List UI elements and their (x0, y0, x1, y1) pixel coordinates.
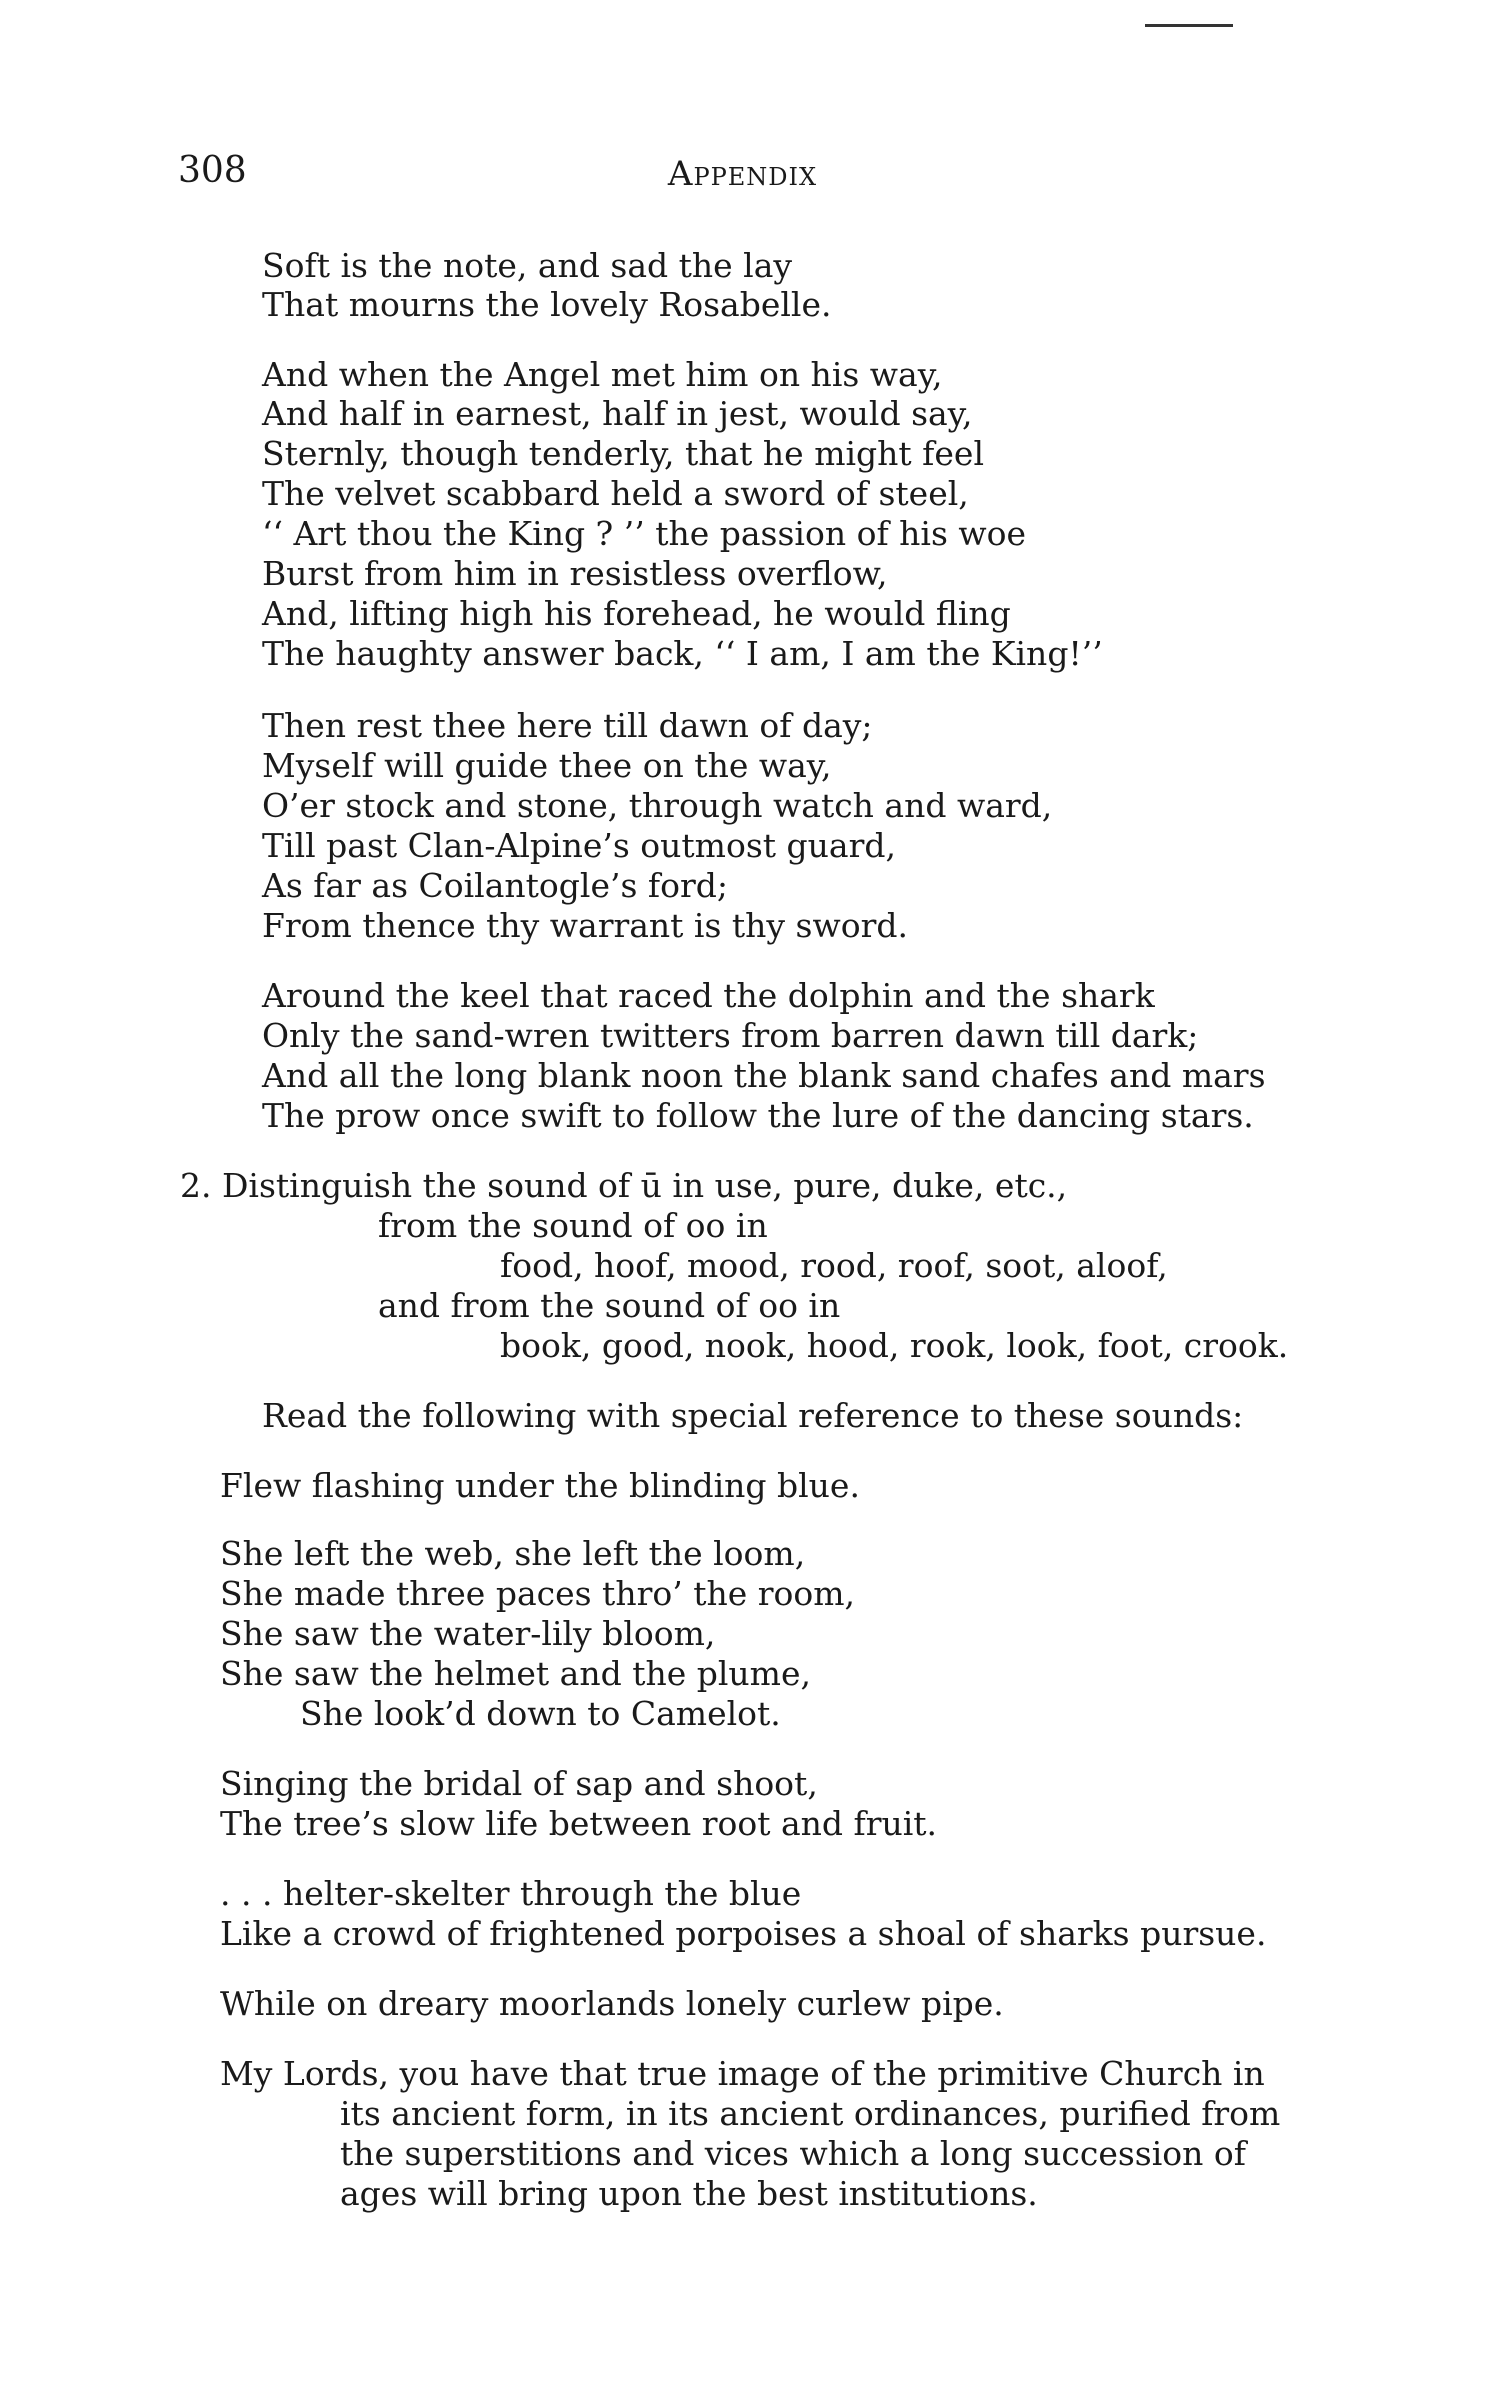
text-line: Till past Clan-Alpine’s outmost guard, (262, 826, 896, 865)
text-line: Burst from him in resistless overflow, (262, 554, 888, 593)
text-line: O’er stock and stone, through watch and ward, (262, 786, 1053, 825)
text-line: . . . helter-skelter through the blue (220, 1874, 802, 1913)
text-line: Flew flashing under the blinding blue. (220, 1466, 860, 1505)
page-number: 308 (178, 150, 247, 191)
text-line: That mourns the lovely Rosabelle. (262, 285, 832, 324)
text-line: Sternly, though tenderly, that he might feel (262, 434, 985, 473)
text-line: And all the long blank noon the blank sand chafes and mars (262, 1056, 1266, 1095)
text-line: She left the web, she left the loom, (220, 1534, 806, 1573)
text-line: She saw the water-lily bloom, (220, 1614, 716, 1653)
text-line: The haughty answer back, ‘‘ I am, I am the King!’’ (262, 634, 1103, 673)
text-line: ‘‘ Art thou the King ? ’’ the passion of his woe (262, 514, 1027, 553)
exercise-item: 2. Distinguish the sound of ū in use, pure, duke, etc., (180, 1166, 1068, 1205)
text-line: the superstitions and vices which a long succession of (340, 2134, 1246, 2173)
text-line: The prow once swift to follow the lure of the dancing stars. (262, 1096, 1254, 1135)
running-head: Appendix (667, 154, 818, 194)
text-line: Soft is the note, and sad the lay (262, 246, 793, 285)
text-line: As far as Coilantogle’s ford; (262, 866, 729, 905)
text-line: its ancient form, in its ancient ordinances, purified from (340, 2094, 1281, 2133)
top-rule (1145, 24, 1233, 27)
text-line: Like a crowd of frightened porpoises a shoal of sharks pursue. (220, 1914, 1267, 1953)
text-line: She look’d down to Camelot. (300, 1694, 781, 1733)
instruction-line: Read the following with special reference to these sounds: (262, 1396, 1244, 1435)
text-line: Then rest thee here till dawn of day; (262, 706, 873, 745)
text-line: While on dreary moorlands lonely curlew pipe. (220, 1984, 1004, 2023)
text-line: Singing the bridal of sap and shoot, (220, 1764, 818, 1803)
text-line: My Lords, you have that true image of the primitive Church in (220, 2054, 1265, 2093)
text-line: The velvet scabbard held a sword of steel, (262, 474, 969, 513)
text-line: and from the sound of oo in (378, 1286, 841, 1325)
word-list: food, hoof, mood, rood, roof, soot, aloof, (500, 1246, 1168, 1285)
text-line: from the sound of oo in (378, 1206, 768, 1245)
text-line: She saw the helmet and the plume, (220, 1654, 811, 1693)
text-line: ages will bring upon the best institutions. (340, 2174, 1038, 2213)
text-line: And when the Angel met him on his way, (262, 355, 943, 394)
text-line: And half in earnest, half in jest, would say, (262, 394, 973, 433)
text-line: And, lifting high his forehead, he would fling (262, 594, 1011, 633)
text-line: From thence thy warrant is thy sword. (262, 906, 908, 945)
text-line: Around the keel that raced the dolphin and the shark (262, 976, 1155, 1015)
text-line: Myself will guide thee on the way, (262, 746, 832, 785)
text-line: The tree’s slow life between root and fruit. (220, 1804, 938, 1843)
page-header (0, 150, 1485, 210)
text-line: Only the sand-wren twitters from barren dawn till dark; (262, 1016, 1199, 1055)
word-list: book, good, nook, hood, rook, look, foot, crook. (500, 1326, 1289, 1365)
text-line: She made three paces thro’ the room, (220, 1574, 856, 1613)
